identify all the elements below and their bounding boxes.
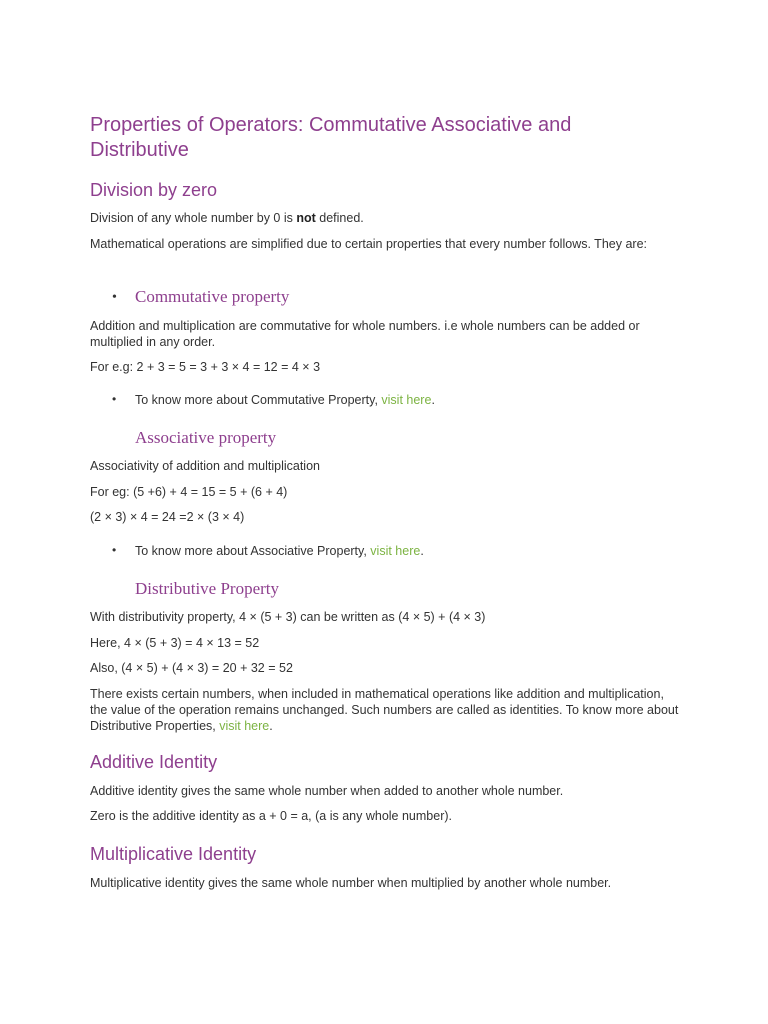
identities-intro-text: There exists certain numbers, when included in mathematical operations like addition and multiplication, the value of the operation remains unchanged. Such numbers are called as identities. To know more about Distributive Properties, visit here. xyxy=(90,687,679,733)
distributive-example-2: Also, (4 × 5) + (4 × 3) = 20 + 32 = 52 xyxy=(90,661,293,675)
heading-multiplicative-identity: Multiplicative Identity xyxy=(90,844,257,864)
commutative-more-info: To know more about Commutative Property, visit here. xyxy=(135,393,435,407)
associative-visit-here-link[interactable]: visit here xyxy=(370,544,421,558)
bullet-icon: • xyxy=(112,543,117,557)
associative-more-info: To know more about Associative Property, visit here. xyxy=(135,544,424,558)
multiplicative-identity-description: Multiplicative identity gives the same whole number when multiplied by another whole number. xyxy=(90,876,612,890)
heading-distributive-property: Distributive Property xyxy=(135,579,280,598)
heading-additive-identity: Additive Identity xyxy=(90,752,218,772)
distributive-description: With distributivity property, 4 × (5 + 3) can be written as (4 × 5) + (4 × 3) xyxy=(90,610,486,624)
page-title: Properties of Operators: Commutative Associative and Distributive xyxy=(90,114,572,161)
bullet-icon: • xyxy=(112,392,117,406)
heading-associative-property: Associative property xyxy=(135,428,277,447)
heading-commutative-property: Commutative property xyxy=(135,287,290,306)
heading-division-by-zero: Division by zero xyxy=(90,180,218,200)
distributive-example-1: Here, 4 × (5 + 3) = 4 × 13 = 52 xyxy=(90,636,260,650)
associative-example-multiplication: (2 × 3) × 4 = 24 =2 × (3 × 4) xyxy=(90,510,245,524)
commutative-example: For e.g: 2 + 3 = 5 = 3 + 3 × 4 = 12 = 4 × 3 xyxy=(90,360,321,374)
commutative-description: Addition and multiplication are commutative for whole numbers. i.e whole numbers can be added or multiplied in any order. xyxy=(90,319,640,349)
division-by-zero-text: Division of any whole number by 0 is not defined. xyxy=(90,211,364,225)
emphasis-not: not xyxy=(296,211,316,225)
commutative-visit-here-link[interactable]: visit here xyxy=(381,393,432,407)
distributive-visit-here-link[interactable]: visit here xyxy=(219,719,270,733)
additive-identity-example: Zero is the additive identity as a + 0 = a, (a is any whole number). xyxy=(90,809,452,823)
properties-intro-text: Mathematical operations are simplified due to certain properties that every number follows. They are: xyxy=(90,237,647,251)
additive-identity-description: Additive identity gives the same whole number when added to another whole number. xyxy=(90,784,564,798)
associative-example-addition: For eg: (5 +6) + 4 = 15 = 5 + (6 + 4) xyxy=(90,485,288,499)
associative-description: Associativity of addition and multiplication xyxy=(90,459,320,473)
bullet-icon: • xyxy=(112,290,117,305)
